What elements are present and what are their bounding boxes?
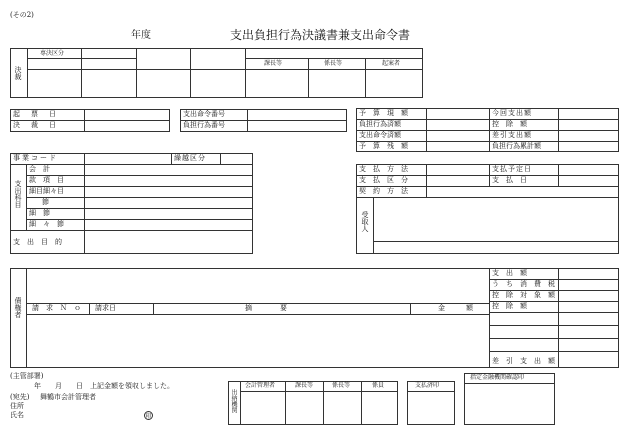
dept-label: (主管部署) [10,372,44,380]
claims-column-header: 請 求 Ｎ ｏ [32,304,81,312]
budget-label: 予 算 残 額 [359,142,408,150]
recipient-label: 受取人 [361,211,369,232]
budget-label: 控 除 額 [492,120,527,128]
account-row-label: 細 々 節 [29,220,64,228]
payment-label: 支払予定日 [492,165,532,173]
approval-label: 決裁 [14,66,22,80]
claims-column-header: 摘 要 [245,304,287,312]
addressee-prefix: (宛先) [10,393,30,401]
account-row-label: 節 [42,198,49,206]
payment-label: 契 約 方 法 [359,187,408,195]
payment-label: 支 払 方 法 [359,165,408,173]
claims-summary-label: う ち 消 費 税 [492,280,555,288]
claims-column-header: 金 額 [438,304,473,312]
payment-label: 支 払 区 分 [359,176,408,184]
budget-label: 予 算 現 額 [359,109,408,117]
payment-order-no-label: 支出命令番号 [183,110,225,118]
payment-label: 支 払 日 [492,176,527,184]
budget-label: 負担行為累計額 [492,142,541,150]
purpose-label: 支 出 目 的 [13,238,62,246]
claims-summary-label: 控 除 対 象 額 [492,291,555,299]
claims-summary-label: 控 除 額 [492,302,527,310]
name-label: 氏名 [10,411,24,419]
disbursement-role: 係員 [372,382,385,389]
received-text: 年 月 日 上記金額を領収しました。 [34,382,174,390]
project-code-label: 事業コード [13,154,58,162]
budget-label: 支出命令済額 [359,131,401,139]
budget-label: 負担行為済額 [359,120,401,128]
form-number: (その2) [10,11,34,19]
budget-label: 今回支出額 [492,109,532,117]
account-row-label: 細 節 [29,209,50,217]
creditor-label: 債権者 [14,297,22,318]
claims-summary-label: 支 出 額 [492,269,527,277]
approval-date-label: 決 裁 日 [13,121,58,129]
delegation-header: 専決区分 [40,50,65,57]
account-row-label: 細目細々目 [29,187,64,195]
claims-summary-label: 差 引 支 出 額 [492,357,555,365]
paid-stamp-label: 支払済印 [415,382,440,389]
account-group-label: 支出科目 [14,180,22,208]
disbursement-label: 出納機関 [230,389,237,413]
carryover-label: 繰越区分 [174,154,206,162]
addressee: 舞鶴市会計管理者 [40,393,96,401]
account-row-label: 款 項 目 [29,176,64,184]
budget-label: 差引支出額 [492,131,532,139]
obligation-no-label: 負担行為番号 [183,121,225,129]
address-label: 住所 [10,402,24,410]
disbursement-role: 係長等 [332,382,351,389]
approval-role: 起案者 [382,60,401,67]
account-row-label: 会 計 [29,165,50,173]
fiscal-year-label: 年度 [131,30,151,41]
draft-date-label: 起 票 日 [13,110,58,118]
approval-role: 課長等 [264,60,283,67]
claims-column-header: 請求日 [95,304,116,312]
approval-role: 係長等 [324,60,343,67]
page-title: 支出負担行為決議書兼支出命令書 [230,28,411,42]
seal-icon: 印 [145,413,152,420]
disbursement-role: 会計管理者 [245,382,276,389]
bank-confirm-label: 指定金融機関確認印 [470,374,525,381]
disbursement-role: 課長等 [295,382,314,389]
